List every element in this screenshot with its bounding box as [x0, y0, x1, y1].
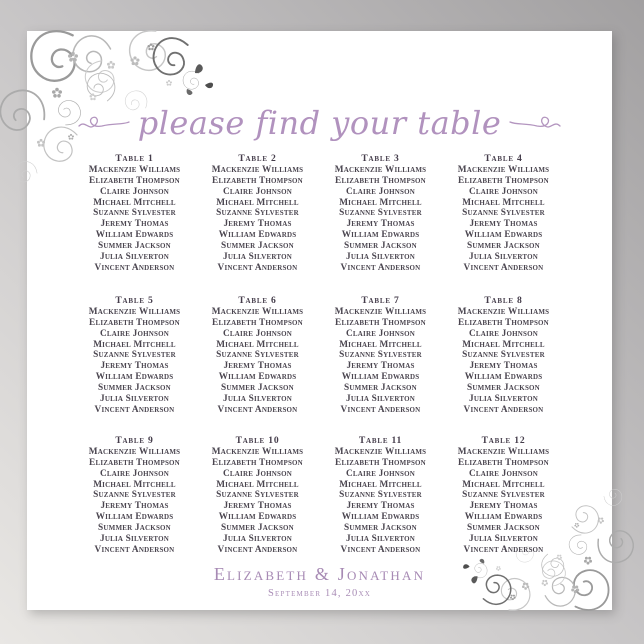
guest-name: Elizabeth Thompson — [335, 457, 426, 468]
guest-name: Vincent Anderson — [217, 544, 298, 555]
guest-name: Michael Mitchell — [339, 197, 422, 208]
guest-name: Julia Silverton — [346, 251, 415, 262]
guest-name: Julia Silverton — [469, 251, 538, 262]
guest-name: Mackenzie Williams — [457, 447, 550, 457]
guest-name: Vincent Anderson — [94, 262, 175, 273]
guest-name: William Edwards — [218, 372, 297, 383]
table-block — [319, 295, 442, 435]
guest-name: William Edwards — [95, 372, 174, 383]
guest-list — [319, 165, 442, 273]
table-block — [442, 153, 565, 295]
guest-name: Jeremy Thomas — [469, 501, 538, 512]
guest-name: Vincent Anderson — [340, 544, 421, 555]
guest-list — [442, 165, 565, 273]
table-label: Table 9 — [115, 435, 154, 446]
guest-name: Julia Silverton — [469, 533, 538, 544]
guest-list — [442, 307, 565, 415]
guest-name: William Edwards — [218, 230, 297, 241]
table-label: Table 4 — [484, 153, 523, 164]
table-block — [442, 295, 565, 435]
guest-name: Jeremy Thomas — [223, 361, 292, 372]
guest-name: Claire Johnson — [469, 328, 538, 339]
guest-name: Elizabeth Thompson — [458, 317, 549, 328]
guest-name: Vincent Anderson — [463, 262, 544, 273]
table-block — [73, 435, 196, 555]
guest-name: Julia Silverton — [469, 393, 538, 404]
tables-grid — [73, 153, 565, 555]
guest-name: Elizabeth Thompson — [212, 317, 303, 328]
guest-list — [73, 165, 196, 273]
guest-name: Vincent Anderson — [94, 544, 175, 555]
table-label: Table 10 — [235, 435, 280, 446]
table-label: Table 3 — [361, 153, 400, 164]
guest-name: Summer Jackson — [98, 240, 171, 251]
guest-name: Vincent Anderson — [463, 544, 544, 555]
guest-name: Michael Mitchell — [93, 479, 176, 490]
guest-name: Michael Mitchell — [216, 479, 299, 490]
guest-name: Julia Silverton — [100, 393, 169, 404]
guest-name: Elizabeth Thompson — [89, 317, 180, 328]
guest-name: Michael Mitchell — [462, 197, 545, 208]
guest-name: Elizabeth Thompson — [212, 457, 303, 468]
guest-name: William Edwards — [341, 512, 420, 523]
guest-name: Claire Johnson — [223, 468, 292, 479]
guest-name: Suzanne Sylvester — [339, 208, 422, 219]
guest-name: Julia Silverton — [223, 533, 292, 544]
guest-name: Elizabeth Thompson — [89, 457, 180, 468]
table-block — [196, 435, 319, 555]
guest-list — [442, 447, 565, 555]
guest-name: Mackenzie Williams — [457, 307, 550, 317]
guest-name: Jeremy Thomas — [469, 219, 538, 230]
guest-name: William Edwards — [95, 512, 174, 523]
guest-name: Vincent Anderson — [217, 404, 298, 415]
guest-list — [196, 447, 319, 555]
guest-name: Claire Johnson — [346, 186, 415, 197]
guest-name: Michael Mitchell — [339, 479, 422, 490]
guest-name: Vincent Anderson — [217, 262, 298, 273]
guest-name: Claire Johnson — [223, 328, 292, 339]
guest-name: Julia Silverton — [346, 393, 415, 404]
guest-name: Julia Silverton — [100, 251, 169, 262]
guest-name: Suzanne Sylvester — [93, 208, 176, 219]
guest-name: Michael Mitchell — [93, 339, 176, 350]
table-block — [196, 295, 319, 435]
guest-name: Summer Jackson — [221, 382, 294, 393]
guest-name: William Edwards — [464, 372, 543, 383]
guest-name: Summer Jackson — [467, 240, 540, 251]
guest-name: Elizabeth Thompson — [458, 175, 549, 186]
guest-name: Claire Johnson — [469, 186, 538, 197]
guest-name: Claire Johnson — [346, 328, 415, 339]
guest-name: Summer Jackson — [344, 382, 417, 393]
guest-name: Claire Johnson — [469, 468, 538, 479]
guest-name: Vincent Anderson — [94, 404, 175, 415]
guest-name: Summer Jackson — [344, 240, 417, 251]
guest-name: Claire Johnson — [100, 468, 169, 479]
guest-name: Michael Mitchell — [216, 339, 299, 350]
guest-name: Mackenzie Williams — [211, 165, 304, 175]
guest-name: Suzanne Sylvester — [462, 350, 545, 361]
guest-name: Claire Johnson — [223, 186, 292, 197]
guest-name: Jeremy Thomas — [346, 501, 415, 512]
table-block — [73, 295, 196, 435]
poster-title: please find your table — [137, 104, 502, 142]
guest-name: Jeremy Thomas — [223, 501, 292, 512]
guest-name: Suzanne Sylvester — [93, 350, 176, 361]
guest-name: Suzanne Sylvester — [216, 350, 299, 361]
guest-name: William Edwards — [341, 372, 420, 383]
guest-name: Suzanne Sylvester — [339, 490, 422, 501]
guest-name: Mackenzie Williams — [211, 307, 304, 317]
guest-name: Vincent Anderson — [340, 404, 421, 415]
guest-list — [73, 447, 196, 555]
guest-name: Mackenzie Williams — [88, 447, 181, 457]
guest-name: Suzanne Sylvester — [216, 490, 299, 501]
guest-name: Mackenzie Williams — [457, 165, 550, 175]
guest-name: Mackenzie Williams — [334, 165, 427, 175]
guest-name: Elizabeth Thompson — [335, 317, 426, 328]
guest-name: Michael Mitchell — [462, 339, 545, 350]
guest-list — [196, 307, 319, 415]
guest-name: William Edwards — [464, 512, 543, 523]
guest-name: Michael Mitchell — [93, 197, 176, 208]
guest-name: Elizabeth Thompson — [89, 175, 180, 186]
table-block — [196, 153, 319, 295]
guest-name: Claire Johnson — [100, 186, 169, 197]
guest-name: Elizabeth Thompson — [212, 175, 303, 186]
guest-list — [319, 307, 442, 415]
table-label: Table 8 — [484, 295, 523, 306]
guest-name: Summer Jackson — [467, 522, 540, 533]
guest-name: Vincent Anderson — [340, 262, 421, 273]
guest-name: Jeremy Thomas — [223, 219, 292, 230]
guest-name: William Edwards — [218, 512, 297, 523]
guest-name: Julia Silverton — [223, 393, 292, 404]
guest-name: Michael Mitchell — [462, 479, 545, 490]
table-label: Table 1 — [115, 153, 154, 164]
guest-name: Summer Jackson — [467, 382, 540, 393]
guest-name: Michael Mitchell — [216, 197, 299, 208]
guest-name: Mackenzie Williams — [334, 447, 427, 457]
guest-list — [196, 165, 319, 273]
guest-name: Summer Jackson — [221, 522, 294, 533]
guest-name: Julia Silverton — [100, 533, 169, 544]
right-swash-flourish-icon — [509, 112, 561, 134]
guest-name: Vincent Anderson — [463, 404, 544, 415]
guest-name: Jeremy Thomas — [346, 219, 415, 230]
table-label: Table 7 — [361, 295, 400, 306]
table-label: Table 12 — [481, 435, 526, 446]
guest-name: Jeremy Thomas — [469, 361, 538, 372]
guest-list — [319, 447, 442, 555]
table-block — [319, 153, 442, 295]
guest-name: Jeremy Thomas — [100, 501, 169, 512]
guest-list — [73, 307, 196, 415]
title-row — [27, 91, 612, 155]
guest-name: Summer Jackson — [98, 382, 171, 393]
guest-name: William Edwards — [95, 230, 174, 241]
table-label: Table 6 — [238, 295, 277, 306]
table-label: Table 11 — [358, 435, 403, 446]
guest-name: Michael Mitchell — [339, 339, 422, 350]
guest-name: Julia Silverton — [346, 533, 415, 544]
guest-name: Mackenzie Williams — [211, 447, 304, 457]
poster-footer — [27, 563, 612, 601]
table-label: Table 5 — [115, 295, 154, 306]
guest-name: Jeremy Thomas — [100, 219, 169, 230]
event-date: September 14, 20xx — [268, 588, 371, 599]
guest-name: Suzanne Sylvester — [93, 490, 176, 501]
guest-name: Claire Johnson — [100, 328, 169, 339]
guest-name: Suzanne Sylvester — [216, 208, 299, 219]
seating-chart-poster — [27, 31, 612, 610]
guest-name: William Edwards — [341, 230, 420, 241]
guest-name: Elizabeth Thompson — [335, 175, 426, 186]
guest-name: Summer Jackson — [221, 240, 294, 251]
table-block — [73, 153, 196, 295]
guest-name: William Edwards — [464, 230, 543, 241]
guest-name: Summer Jackson — [344, 522, 417, 533]
left-swash-flourish-icon — [78, 112, 130, 134]
guest-name: Julia Silverton — [223, 251, 292, 262]
guest-name: Suzanne Sylvester — [462, 490, 545, 501]
guest-name: Suzanne Sylvester — [462, 208, 545, 219]
guest-name: Summer Jackson — [98, 522, 171, 533]
couple-names: Elizabeth & Jonathan — [213, 564, 426, 584]
guest-name: Suzanne Sylvester — [339, 350, 422, 361]
guest-name: Mackenzie Williams — [334, 307, 427, 317]
guest-name: Claire Johnson — [346, 468, 415, 479]
guest-name: Mackenzie Williams — [88, 307, 181, 317]
guest-name: Elizabeth Thompson — [458, 457, 549, 468]
guest-name: Jeremy Thomas — [100, 361, 169, 372]
table-label: Table 2 — [238, 153, 277, 164]
table-block — [442, 435, 565, 555]
guest-name: Jeremy Thomas — [346, 361, 415, 372]
table-block — [319, 435, 442, 555]
guest-name: Mackenzie Williams — [88, 165, 181, 175]
